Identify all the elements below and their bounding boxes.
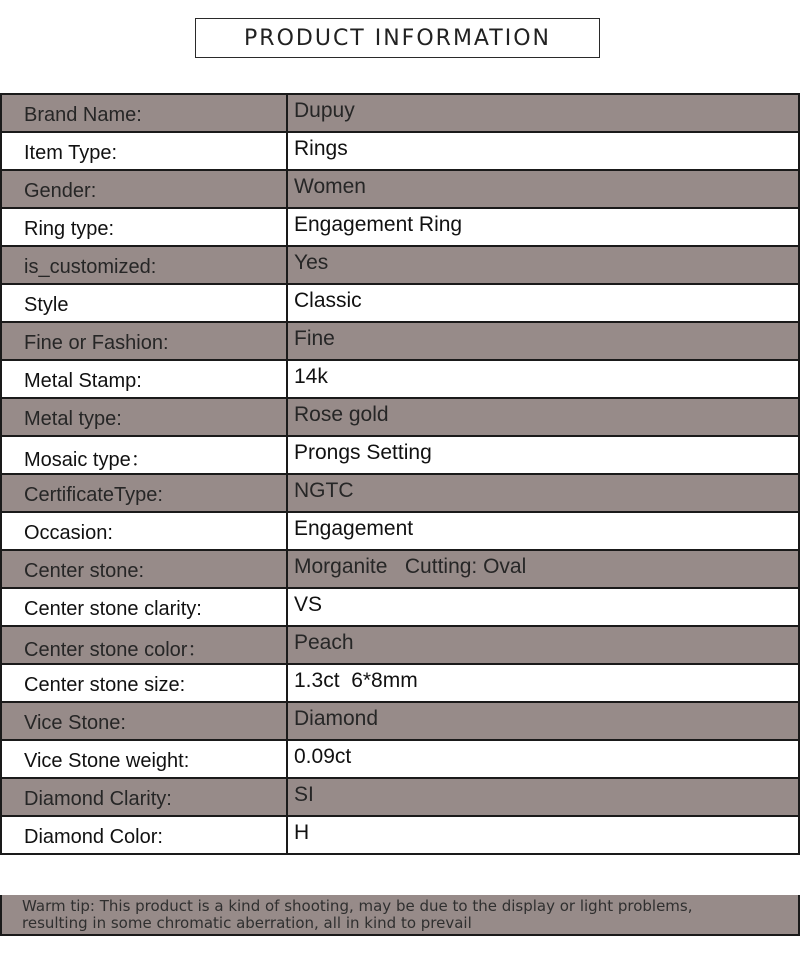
row-label: Vice Stone: [1,702,287,740]
warm-tip-note [0,895,800,936]
row-value: Engagement [287,512,799,550]
row-value: Diamond [287,702,799,740]
table-row [1,740,799,778]
row-value: Women [287,170,799,208]
table-row [1,322,799,360]
table-row [1,474,799,512]
table-row [1,816,799,854]
row-label: Center stone size: [1,664,287,702]
row-label: Fine or Fashion: [1,322,287,360]
row-value: 0.09ct [287,740,799,778]
row-label: Mosaic type： [1,436,287,474]
row-value: 1.3ct 6*8mm [287,664,799,702]
table-row [1,436,799,474]
row-label: Gender: [1,170,287,208]
row-value: NGTC [287,474,799,512]
row-label: Item Type: [1,132,287,170]
row-label: Diamond Clarity: [1,778,287,816]
warm-tip-line-1: Warm tip: This product is a kind of shooting, may be due to the display or light problems, [22,897,693,915]
row-label: is_customized: [1,246,287,284]
row-value: 14k [287,360,799,398]
row-value: Rose gold [287,398,799,436]
row-label: Style [1,284,287,322]
row-value: Peach [287,626,799,664]
product-info-table [0,93,800,855]
row-value: Rings [287,132,799,170]
row-value: Yes [287,246,799,284]
row-value: SI [287,778,799,816]
page-title [195,18,600,58]
table-row [1,512,799,550]
page-title-text: PRODUCT INFORMATION [244,25,551,51]
row-label: Center stone clarity: [1,588,287,626]
table-row [1,398,799,436]
row-value: Engagement Ring [287,208,799,246]
row-label: Metal type: [1,398,287,436]
warm-tip-line-2: resulting in some chromatic aberration, all in kind to prevail [22,914,472,932]
row-label: Occasion: [1,512,287,550]
row-value: Prongs Setting [287,436,799,474]
table-row [1,360,799,398]
row-value: Classic [287,284,799,322]
row-value: Morganite Cutting: Oval [287,550,799,588]
row-label: Center stone: [1,550,287,588]
table-row [1,132,799,170]
row-value: H [287,816,799,854]
table-row [1,94,799,132]
table-row [1,588,799,626]
table-row [1,664,799,702]
row-label: Ring type: [1,208,287,246]
product-info-table-body [1,94,799,854]
row-value: VS [287,588,799,626]
row-label: Vice Stone weight: [1,740,287,778]
row-value: Fine [287,322,799,360]
table-row [1,284,799,322]
table-row [1,170,799,208]
table-row [1,778,799,816]
table-row [1,702,799,740]
table-row [1,208,799,246]
table-row [1,246,799,284]
row-label: Diamond Color: [1,816,287,854]
row-label: Brand Name: [1,94,287,132]
table-row [1,550,799,588]
row-label: CertificateType: [1,474,287,512]
row-value: Dupuy [287,94,799,132]
table-row [1,626,799,664]
row-label: Center stone color： [1,626,287,664]
row-label: Metal Stamp: [1,360,287,398]
